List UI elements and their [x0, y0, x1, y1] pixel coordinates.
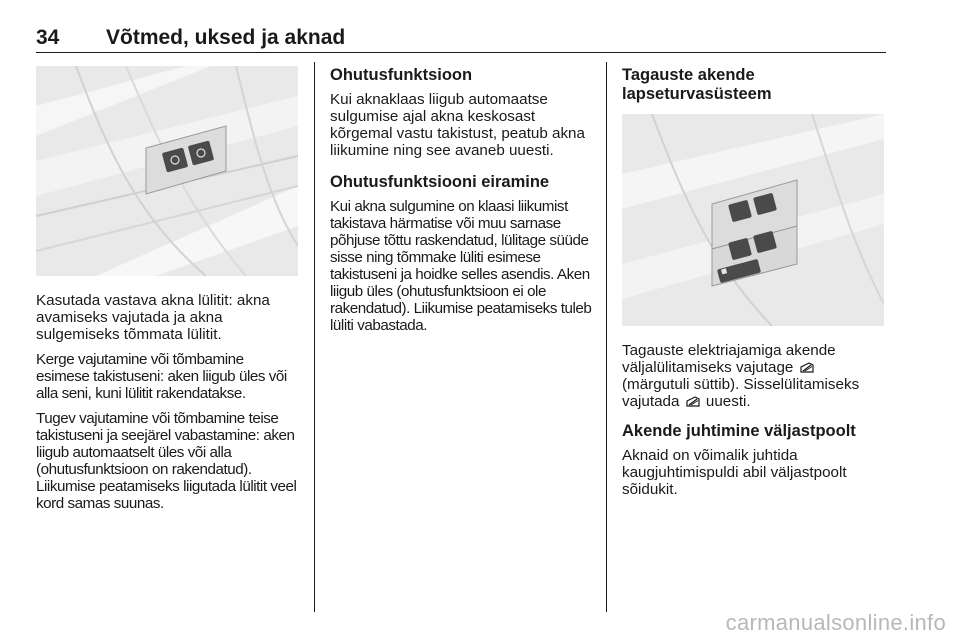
column-right: [622, 66, 886, 506]
column-left: [36, 66, 300, 520]
page-header: [36, 26, 886, 53]
child-lock-icon: [686, 396, 700, 407]
section-heading: Tagauste akende lapseturvasüsteem: [622, 66, 772, 103]
rear-window-lock-illustration: [622, 114, 884, 326]
section-heading: Ohutusfunktsiooni eiramine: [330, 173, 550, 191]
paragraph: Kerge vajutamine või tõmbamine esimese takistuseni: aken liigub üles või alla seni, kuni lülitit rakendatakse.: [36, 351, 287, 402]
paragraph: Kui akna sulgumine on klaasi liikumist takistava härmatise või muu sarnase põhjuse tõttu raskendatud, lülitage süüde sisse ning tõmmake lüliti esimese takistuseni ja hoidke selles asendis. Aken liigub üles (ohutusfunktsioon ei ole rakendatud). Liikumise peatamiseks tuleb lüliti vabastada.: [330, 198, 592, 334]
column-divider: [314, 62, 315, 612]
page-number: 34: [36, 26, 60, 49]
window-switch-illustration: [36, 66, 298, 276]
column-middle: [330, 66, 594, 342]
paragraph: Kui aknaklaas liigub automaatse sulgumise ajal akna keskosast kõrgemal vastu takistust, peatub akna liikumine ning see avaneb uuesti.: [330, 91, 585, 159]
watermark: carmanualsonline.info: [725, 610, 946, 635]
paragraph: Kasutada vastava akna lülitit: akna avamiseks vajutada ja akna sulgemiseks tõmmata lülitit.: [36, 292, 270, 343]
page-title: Võtmed, uksed ja aknad: [106, 26, 346, 49]
section-heading: Akende juhtimine väljastpoolt: [622, 422, 856, 440]
paragraph: Tugev vajutamine või tõmbamine teise takistuseni ja seejärel vabastamine: aken liigub automaatselt üles või alla (ohutusfunktsioon on rakendatud). Liikumise peatamiseks liigutada lülitit veel kord samas suunas.: [36, 410, 297, 512]
paragraph: Aknaid on võimalik juhtida kaugjuhtimispuldi abil väljastpoolt sõidukit.: [622, 447, 847, 498]
column-divider: [606, 62, 607, 612]
paragraph: Tagauste elektriajamiga akende väljalülitamiseks vajutage (märgutuli süttib). Sisselülitamiseks vajutada uuesti.: [622, 342, 860, 410]
child-lock-icon: [800, 362, 814, 373]
section-heading: Ohutusfunktsioon: [330, 66, 473, 84]
